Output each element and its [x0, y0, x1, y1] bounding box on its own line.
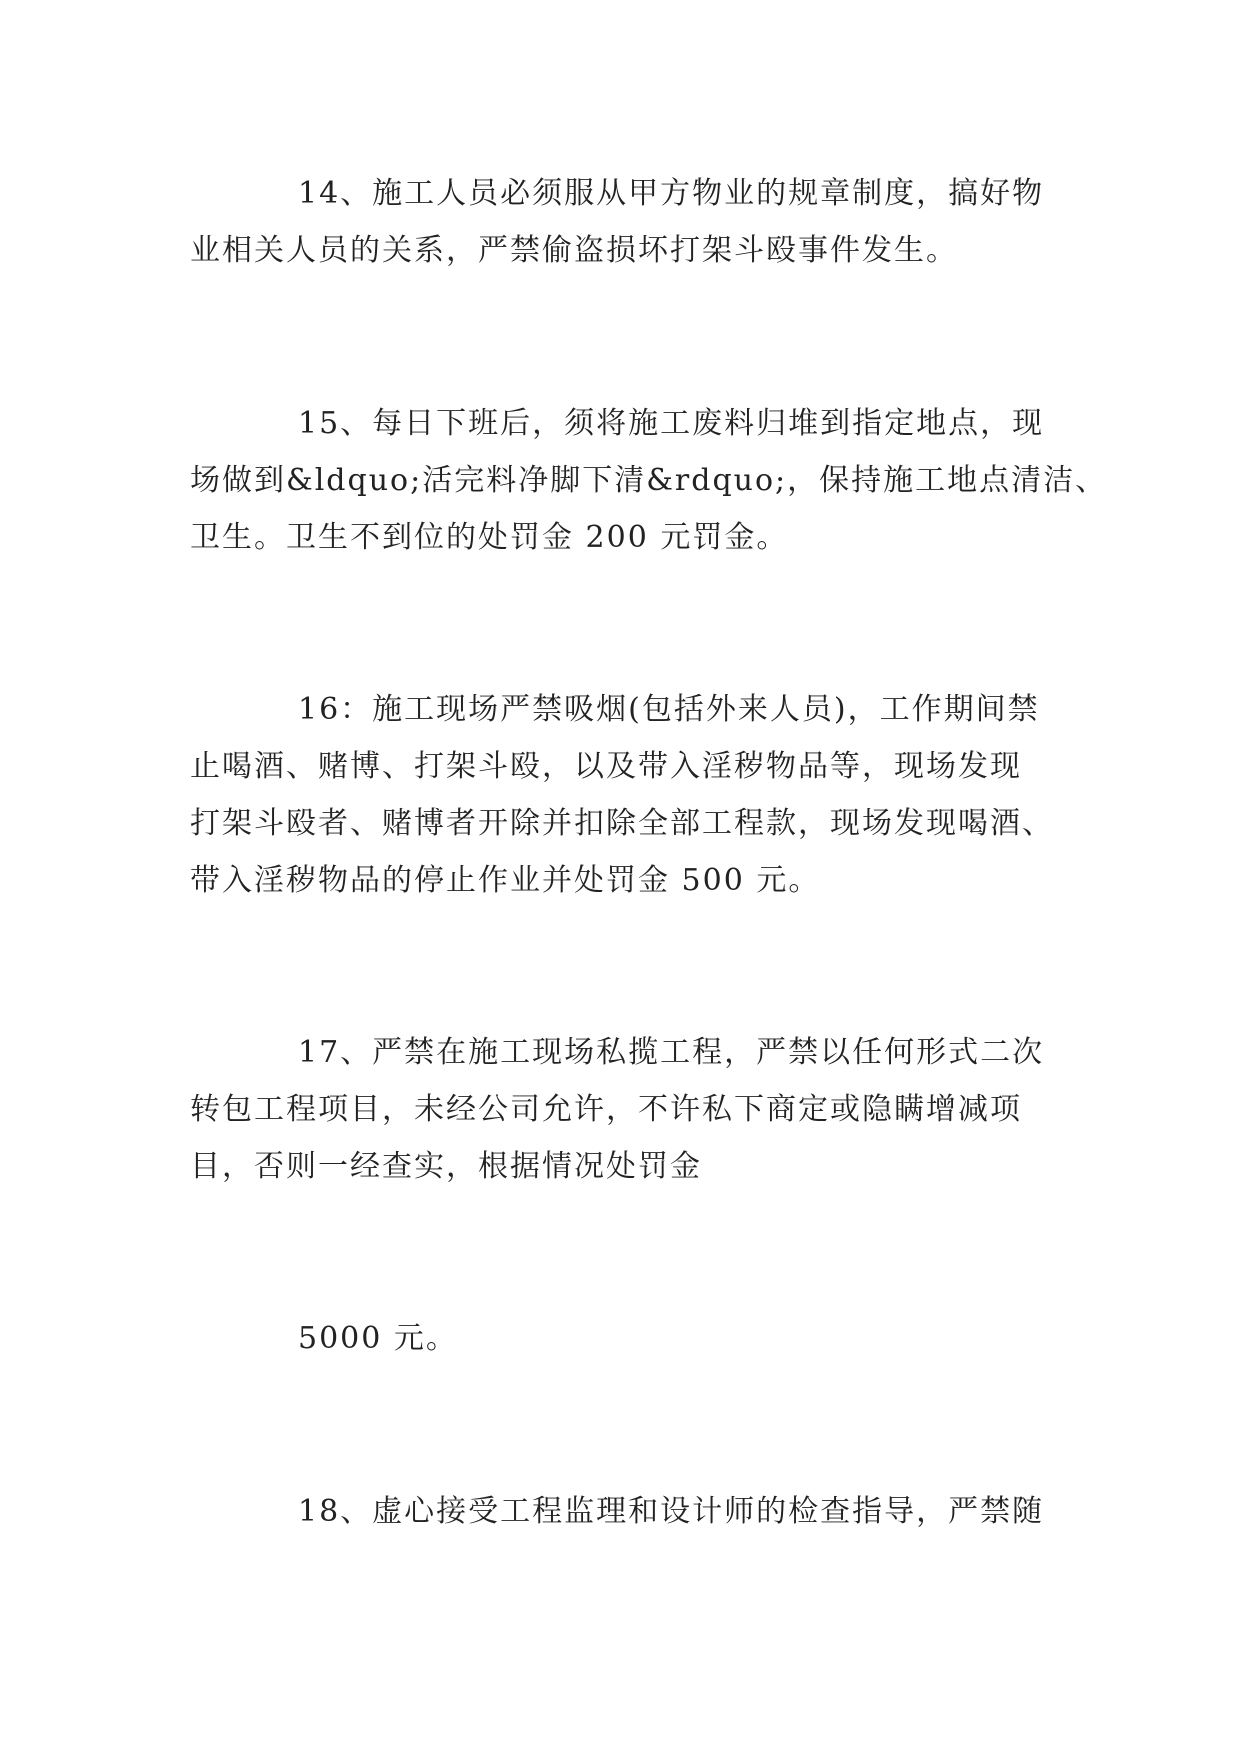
- paragraph-18-line-1: 18、虚心接受工程监理和设计师的检查指导，严禁随: [298, 1494, 1045, 1529]
- paragraph-16-line-3: 打架斗殴者、赌博者开除并扣除全部工程款，现场发现喝酒、: [190, 806, 1054, 841]
- paragraph-17-continuation: 5000 元。: [298, 1321, 458, 1356]
- paragraph-15-line-1: 15、每日下班后，须将施工废料归堆到指定地点，现: [298, 406, 1045, 441]
- paragraph-17-line-3: 目，否则一经查实，根据情况处罚金: [190, 1149, 702, 1184]
- paragraph-17-line-1: 17、严禁在施工现场私揽工程，严禁以任何形式二次: [298, 1035, 1045, 1070]
- paragraph-14-line-2: 业相关人员的关系，严禁偷盗损坏打架斗殴事件发生。: [190, 233, 958, 268]
- paragraph-15-line-2: 场做到&ldquo;活完料净脚下清&rdquo;，保持施工地点清洁、: [190, 463, 1108, 498]
- paragraph-16-line-1: 16：施工现场严禁吸烟(包括外来人员)，工作期间禁: [298, 692, 1040, 727]
- paragraph-16-line-4: 带入淫秽物品的停止作业并处罚金 500 元。: [190, 863, 821, 898]
- paragraph-14-line-1: 14、施工人员必须服从甲方物业的规章制度，搞好物: [298, 176, 1045, 211]
- paragraph-17-line-2: 转包工程项目，未经公司允许，不许私下商定或隐瞒增减项: [190, 1092, 1022, 1127]
- paragraph-15-line-3: 卫生。卫生不到位的处罚金 200 元罚金。: [190, 520, 789, 555]
- paragraph-16-line-2: 止喝酒、赌博、打架斗殴，以及带入淫秽物品等，现场发现: [190, 749, 1022, 784]
